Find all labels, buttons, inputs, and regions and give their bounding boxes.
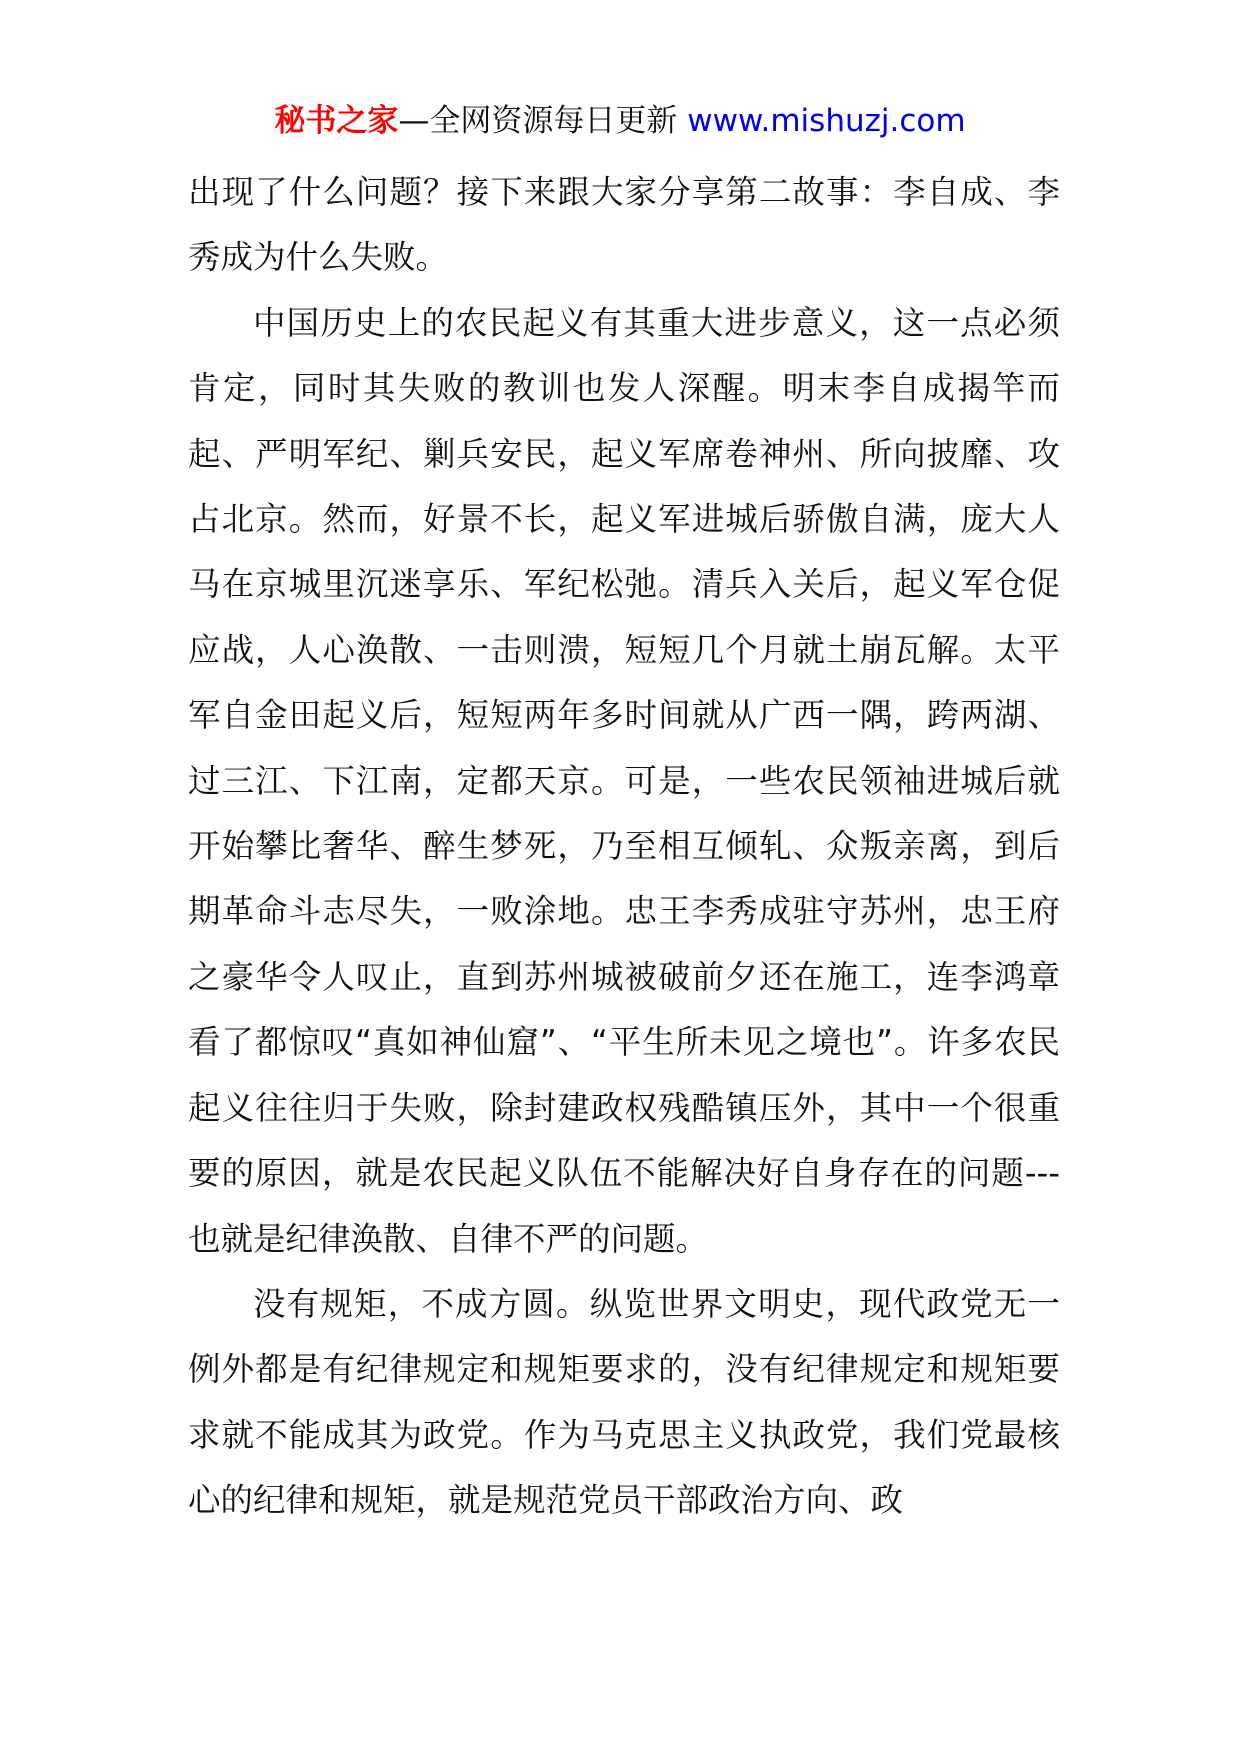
document-body	[188, 160, 1060, 1534]
paragraph-continuation: 出现了什么问题？接下来跟大家分享第二故事：李自成、李秀成为什么失败。	[188, 173, 1060, 277]
brand-name: 秘书之家	[274, 103, 399, 139]
site-url[interactable]: www.mishuzj.com	[687, 103, 966, 139]
paragraph-party-discipline: 没有规矩，不成方圆。纵览世界文明史，现代政党无一例外都是有纪律规定和规矩要求的，没有纪律规定和规矩要求就不能成其为政党。作为马克思主义执政党，我们党最核心的纪律和规矩，就是规范党员干部政治方向、政	[188, 1284, 1060, 1520]
paragraph-peasant-uprisings: 中国历史上的农民起义有其重大进步意义，这一点必须肯定，同时其失败的教训也发人深醒。明末李自成揭竿而起、严明军纪、剿兵安民，起义军席卷神州、所向披靡、攻占北京。然而，好景不长，起义军进城后骄傲自满，庞大人马在京城里沉迷享乐、军纪松弛。清兵入关后，起义军仓促应战，人心涣散、一击则溃，短短几个月就土崩瓦解。太平军自金田起义后，短短两年多时间就从广西一隅，跨两湖、过三江、下江南，定都天京。可是，一些农民领袖进城后就开始攀比奢华、醉生梦死，乃至相互倾轧、众叛亲离，到后期革命斗志尽失，一败涂地。忠王李秀成驻守苏州，忠王府之豪华令人叹止，直到苏州城被破前夕还在施工，连李鸿章看了都惊叹“真如神仙窟”、“平生所未见之境也”。许多农民起义往往归于失败，除封建政权残酷镇压外，其中一个很重要的原因，就是农民起义队伍不能解决好自身存在的问题---也就是纪律涣散、自律不严的问题。	[188, 303, 1060, 1258]
header-tagline: —全网资源每日更新	[398, 103, 688, 139]
page-header	[0, 100, 1240, 142]
